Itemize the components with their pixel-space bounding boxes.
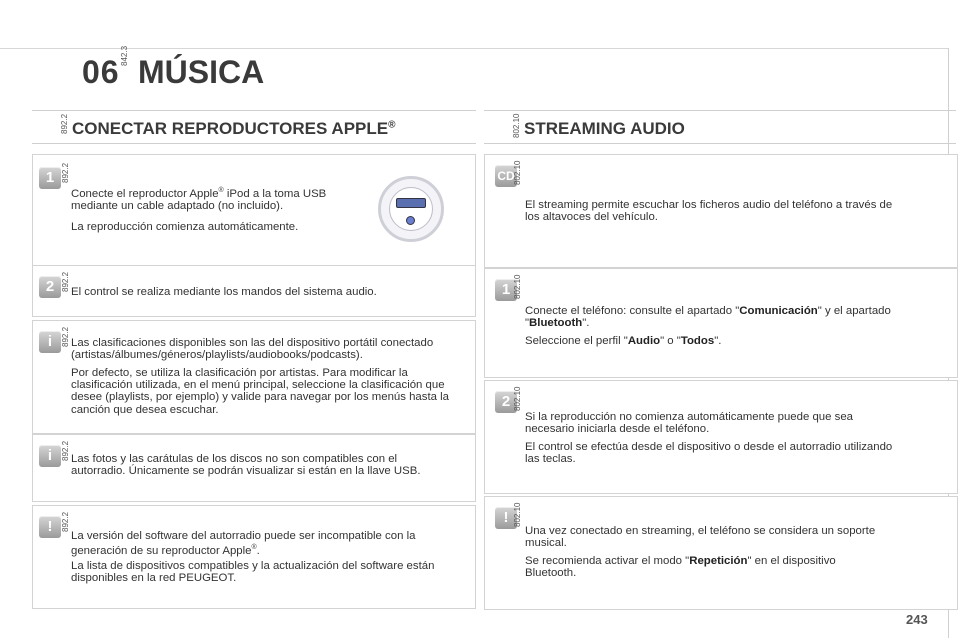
box-text: Seleccione el perfil "Audio" o "Todos". bbox=[525, 335, 722, 347]
box-text: Una vez conectado en streaming, el teléfono se considera un soporte musical. bbox=[525, 525, 876, 550]
box-text: El streaming permite escuchar los ficheros audio del teléfono a través de los altavoces del vehículo. bbox=[525, 199, 893, 224]
info-box-photos: i 892.2 Las fotos y las carátulas de los discos no son compatibles con el autorradio. Únicamente se podrán visualizar si están en la llave USB. bbox=[32, 434, 476, 502]
info-box-streaming: CD 802.10 El streaming permite escuchar los ficheros audio del teléfono a través de los altavoces del vehículo. bbox=[484, 154, 958, 268]
page-number: 243 bbox=[906, 612, 928, 627]
right-title-code: 802.10 bbox=[512, 113, 521, 138]
right-section-header bbox=[484, 110, 956, 144]
info-box-control: 2 892.2 El control se realiza mediante los mandos del sistema audio. bbox=[32, 265, 476, 317]
info-box-connect-apple: 1 892.2 Conecte el reproductor Apple® iPod a la toma USB mediante un cable adaptado (no incluido). La reproducción comienza automáticamente. bbox=[32, 154, 476, 266]
step-1-badge: 1 bbox=[39, 167, 61, 189]
warning-box-software: ! 892.2 La versión del software del autorradio puede ser incompatible con la generación de su reproductor Apple®. La lista de dispositivos compatibles y la actualización del software están disponibles en la red PEUGEOT. bbox=[32, 505, 476, 609]
chapter-title: MÚSICA bbox=[138, 54, 265, 90]
left-title-code: 892.2 bbox=[60, 113, 69, 134]
right-section-title: STREAMING AUDIO bbox=[524, 119, 685, 138]
box-text: Las clasificaciones disponibles son las del dispositivo portátil conectado (artistas/álbumes/géneros/playlists/audiobooks/podcasts). bbox=[71, 337, 434, 362]
info-box-connect-phone: 1 802.10 Conecte el teléfono: consulte el apartado "Comunicación" y el apartado "Bluetooth". Seleccione el perfil "Audio" o "Todos". bbox=[484, 268, 958, 378]
box-text: Se recomienda activar el modo "Repetición" en el dispositivo Bluetooth. bbox=[525, 555, 836, 580]
chapter-code: 842.3 bbox=[120, 45, 129, 66]
step-1-badge: 1 bbox=[495, 279, 517, 301]
box-text: Si la reproducción no comienza automáticamente puede que sea necesario iniciarla desde el teléfono. bbox=[525, 411, 854, 436]
box-text: La lista de dispositivos compatibles y la actualización del software están disponibles en la red PEUGEOT. bbox=[71, 560, 435, 585]
box-text: Por defecto, se utiliza la clasificación por artistas. Para modificar la clasificación utilizada, en el menú principal, seleccione la clasificación que desee (playlists, por ejemplo) y valide para navegar por los menús hasta la canción que desea escuchar. bbox=[71, 367, 449, 416]
cd-icon: CD bbox=[495, 165, 517, 187]
left-section-header bbox=[32, 110, 476, 144]
chapter-number: 06 bbox=[82, 54, 120, 90]
info-box-classifications: i 892.2 Las clasificaciones disponibles son las del dispositivo portátil conectado (artistas/álbumes/géneros/playlists/audiobooks/podcasts). Por defecto, se utiliza la clasificación por artistas. Para modificar la clasificación utilizada, en el menú principal, seleccione la clasificación que desee (playlists, por ejemplo) y valide para navegar por los menús hasta la canción que desea escuchar. bbox=[32, 320, 476, 434]
info-icon: i bbox=[39, 331, 61, 353]
usb-port-icon bbox=[378, 176, 444, 242]
warning-box-streaming: ! 802.10 Una vez conectado en streaming, el teléfono se considera un soporte musical. Se recomienda activar el modo "Repetición" en el dispositivo Bluetooth. bbox=[484, 496, 958, 610]
info-box-playback: 2 802.10 Si la reproducción no comienza automáticamente puede que sea necesario iniciarla desde el teléfono. El control se efectúa desde el dispositivo o desde el autorradio utilizando las teclas. bbox=[484, 380, 958, 494]
warning-icon: ! bbox=[495, 507, 517, 529]
left-section-title: CONECTAR REPRODUCTORES APPLE® bbox=[72, 119, 396, 138]
box-text: El control se realiza mediante los mandos del sistema audio. bbox=[71, 286, 377, 298]
step-2-badge: 2 bbox=[495, 391, 517, 413]
box-text: La versión del software del autorradio puede ser incompatible con la generación de su reproductor Apple®. bbox=[71, 530, 416, 557]
box-text: El control se efectúa desde el dispositivo o desde el autorradio utilizando las teclas. bbox=[525, 441, 893, 466]
step-2-badge: 2 bbox=[39, 276, 61, 298]
box-text: Conecte el teléfono: consulte el apartado "Comunicación" y el apartado "Bluetooth". bbox=[525, 305, 891, 330]
box-text: Conecte el reproductor Apple® iPod a la toma USB mediante un cable adaptado (no incluido). bbox=[71, 187, 327, 212]
box-text: La reproducción comienza automáticamente. bbox=[71, 221, 299, 233]
box-text: Las fotos y las carátulas de los discos no son compatibles con el autorradio. Únicamente se podrán visualizar si están en la llave USB. bbox=[71, 453, 421, 478]
info-icon: i bbox=[39, 445, 61, 467]
warning-icon: ! bbox=[39, 516, 61, 538]
